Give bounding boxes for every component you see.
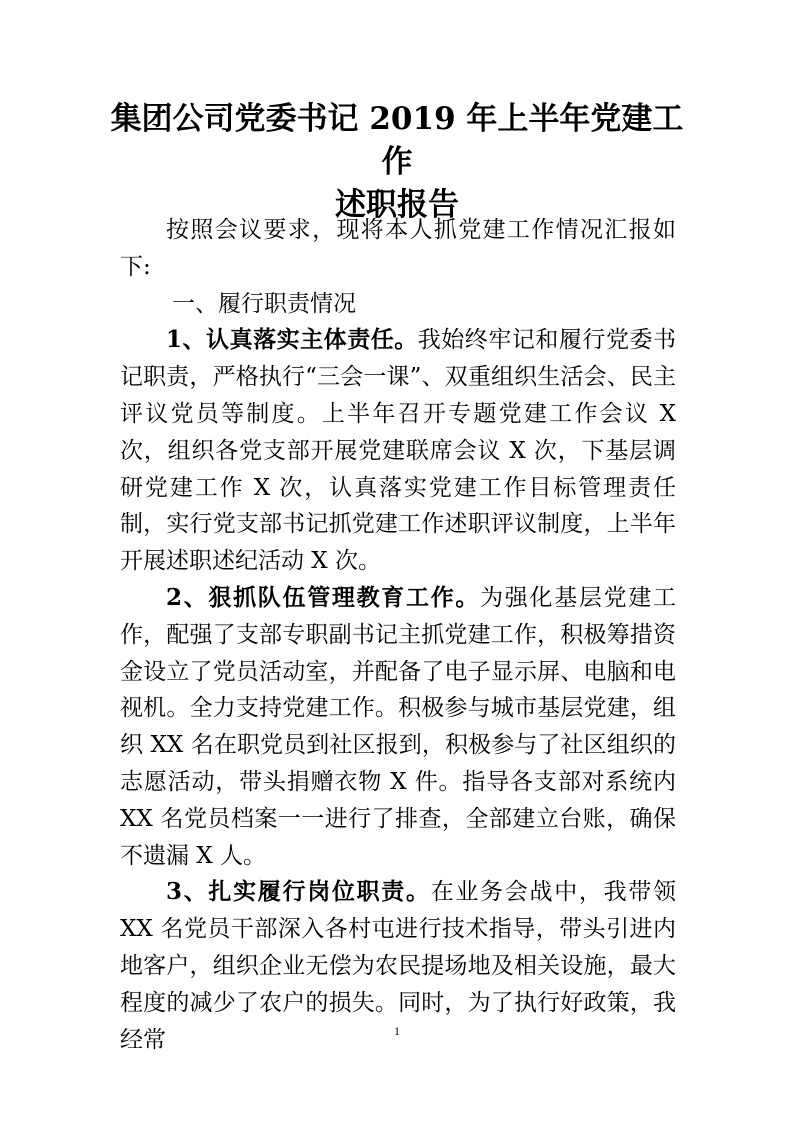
item-lead-3: 3、扎实履行岗位职责。 <box>166 878 431 906</box>
item-text-1: 我始终牢记和履行党委书记职责，严格执行“三会一课”、双重组织生活会、民主评议党员等制度。上半年召开专题党建工作会议 X 次，组织各党支部开展党建联席会议 X 次，下基层调研党建工作 X 次，认真落实党建工作目标管理责任制，实行党支部书记抓党建工作述职评议制度，上半年开展述职述纪活动 X 次。 <box>120 327 676 575</box>
item-paragraph-1 <box>120 322 676 580</box>
title-line-1: 集团公司党委书记 2019 年上半年党建工作 <box>110 101 684 180</box>
item-lead-1: 1、认真落实主体责任。 <box>166 326 418 354</box>
section-heading: 一、履行职责情况 <box>172 290 356 317</box>
item-text-2: 为强化基层党建工作，配强了支部专职副书记主抓党建工作，积极筹措资金设立了党员活动室，并配备了电子显示屏、电脑和电视机。全力支持党建工作。积极参与城市基层党建，组织 XX 名在职党员到社区报到，积极参与了社区组织的志愿活动，带头捐赠衣物 X 件。指导各支部对系统内 XX 名党员档案一一进行了排查，全部建立台账，确保不遗漏 X 人。 <box>120 584 676 869</box>
item-lead-2: 2、狠抓队伍管理教育工作。 <box>166 583 481 611</box>
item-text-3: 在业务会战中，我带领 XX 名党员干部深入各村屯进行技术指导，带头引进内地客户，组织企业无偿为农民提场地及相关设施，最大程度的减少了农户的损失。同时，为了执行好政策，我经常 <box>120 879 676 1053</box>
title-line-2: 述职报告 <box>335 187 459 223</box>
page-number: 1 <box>394 1024 400 1038</box>
item-paragraph-2 <box>120 580 676 874</box>
document-title <box>100 98 694 227</box>
document-body <box>120 212 676 1058</box>
intro-paragraph: 按照会议要求，现将本人抓党建工作情况汇报如下: <box>120 217 676 280</box>
